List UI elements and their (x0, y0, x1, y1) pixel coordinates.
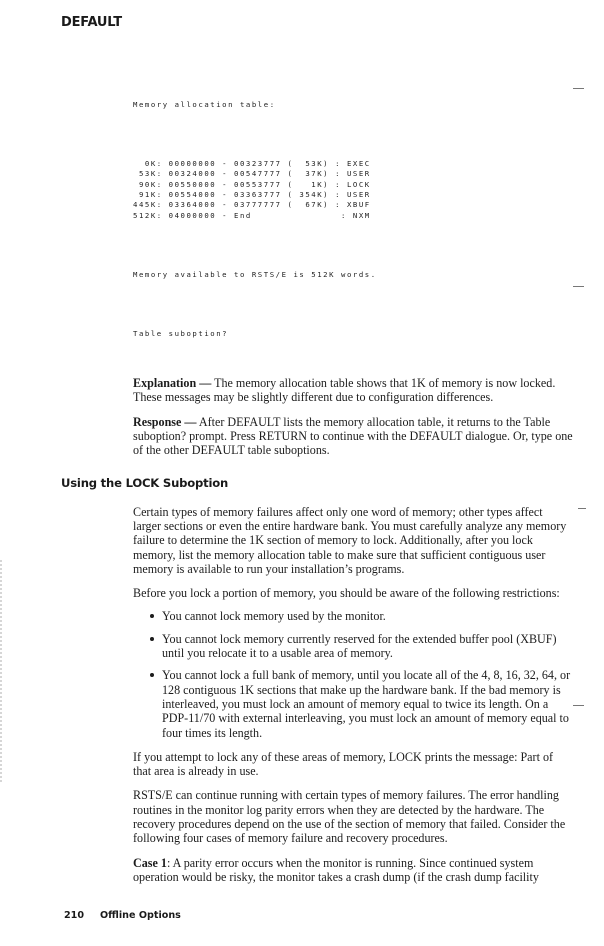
bullet-icon (150, 673, 154, 677)
memory-table-row: 91K: 00554000 - 03363777 ( 354K) : USER (133, 190, 371, 200)
memory-table-row: 445K: 03364000 - 03777777 ( 67K) : XBUF (133, 200, 371, 210)
bullet-icon (150, 614, 154, 618)
memory-table-row: 0K: 00000000 - 00323777 ( 53K) : EXEC (133, 158, 371, 168)
scan-edge-artifact (0, 560, 2, 783)
margin-mark (578, 508, 586, 509)
response-label: Response — (133, 414, 197, 429)
section-paragraph-2: Before you lock a portion of memory, you should be aware of the following restrictions: (133, 586, 560, 601)
memory-table-row: 90K: 00550000 - 00553777 ( 1K) : LOCK (133, 179, 371, 189)
case-1-text: : A parity error occurs when the monitor is running. Since continued system operation would be risky, the monitor takes a crash dump (if the crash dump facility (133, 855, 539, 884)
restrictions-list (133, 609, 573, 739)
restriction-item (133, 609, 573, 623)
case-1-paragraph (133, 856, 573, 885)
section-paragraph-3: If you attempt to lock any of these areas of memory, LOCK prints the message: Part of that area is already in use. (133, 749, 554, 779)
response-paragraph (133, 415, 573, 458)
memory-table-row: 512K: 04000000 - End : NXM (133, 210, 371, 220)
restriction-text: You cannot lock memory currently reserved for the extended buffer pool (XBUF) until you relocate it to a usable area of memory. (162, 631, 557, 661)
section-paragraph-4: RSTS/E can continue running with certain types of memory failures. The error handling routines in the monitor log parity errors when they are detected by the hardware. The recovery procedures depend on the use of the section of memory that failed. Consider the following four cases of memory failure and recovery procedures. (133, 788, 566, 846)
case-1-label: Case 1 (133, 855, 167, 870)
page-footer (0, 910, 604, 926)
memory-allocation-table (133, 159, 604, 221)
terminal-title: Memory allocation table: (133, 99, 276, 109)
terminal-output (133, 79, 604, 360)
restriction-text: You cannot lock memory used by the monitor. (162, 609, 386, 624)
margin-mark (573, 88, 584, 89)
explanation-paragraph (133, 376, 573, 405)
running-head: DEFAULT (61, 15, 122, 30)
explanation-text: The memory allocation table shows that 1K of memory is now locked. These messages may be slightly different due to configuration differences. (133, 376, 556, 405)
section-paragraph-1: Certain types of memory failures affect only one word of memory; other types affect larger sections or even the entire hardware bank. You must carefully analyze any memory failure to determine the 1K section of memory to lock. Additionally, after you lock memory, list the memory allocation table to make sure that sufficient contiguous user memory is available to run your installation’s programs. (133, 504, 567, 576)
restriction-text: You cannot lock a full bank of memory, until you locate all of the 4, 8, 16, 32, 64, or 128 contiguous 1K sections that make up the hardware bank. If the bad memory is interleaved, you must lock an amount of memory equal to twice its length. On a PDP-11/70 with external interleaving, you must lock an amount of memory equal to four times its length. (162, 668, 571, 740)
memory-table-row: 53K: 00324000 - 00547777 ( 37K) : USER (133, 169, 371, 179)
terminal-prompt: Table suboption? (133, 328, 229, 338)
restriction-item (133, 668, 573, 739)
restriction-item (133, 632, 573, 661)
explanation-label: Explanation — (133, 376, 212, 391)
margin-mark (573, 286, 584, 287)
response-text: After DEFAULT lists the memory allocation table, it returns to the Table suboption? prompt. Press RETURN to continue with the DEFAULT dialogue. Or, type one of the other DEFAULT table suboptions. (133, 414, 573, 458)
margin-mark (573, 705, 584, 706)
page-number: 210 (64, 910, 85, 922)
section-heading: Using the LOCK Suboption (61, 475, 229, 490)
terminal-available: Memory available to RSTS/E is 512K words. (133, 269, 377, 279)
footer-section-title: Offline Options (100, 910, 181, 922)
bullet-icon (150, 637, 154, 641)
